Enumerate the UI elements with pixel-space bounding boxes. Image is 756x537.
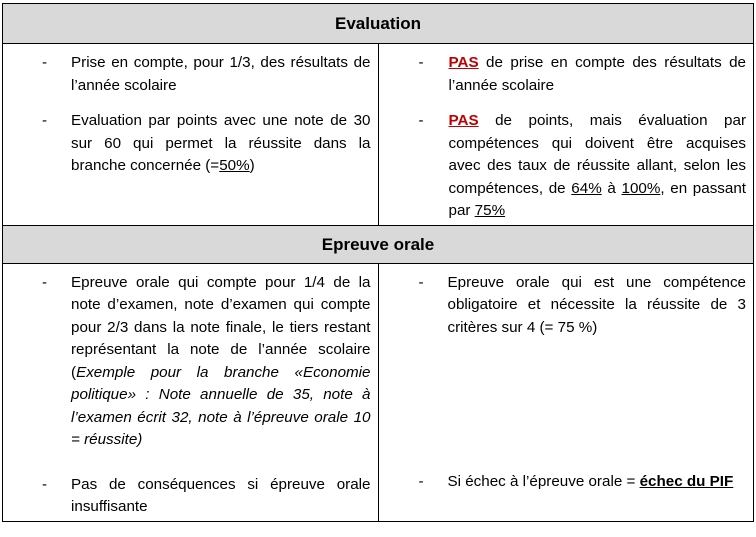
percent-75: 75% — [474, 202, 506, 219]
item-text — [449, 52, 747, 97]
bullet-dash: - — [418, 112, 424, 129]
text-run: Epreuve orale qui compte pour 1/4 de la note d’examen, note d’examen qui compte pour 2/3 dans la note finale, le tiers restant représentant la note de l’année scolaire ( — [71, 273, 371, 381]
list-item — [3, 52, 378, 97]
text-run: , en passant par — [448, 179, 747, 219]
text-run: de points, mais évaluation par compétences qui doivent être acquises avec des taux de réussite allant, selon les compétences, de — [448, 112, 746, 197]
percent-100: 100% — [621, 179, 661, 197]
text-run: Evaluation par points avec une note de 30 sur 60 qui permet la réussite dans la branche concernée (= — [71, 112, 371, 174]
text-run: Si échec à l’épreuve orale = — [447, 473, 640, 490]
list-item — [379, 272, 754, 340]
percent-50: 50% — [219, 157, 250, 174]
bullet-dash: - — [418, 473, 424, 490]
bullet-dash: - — [42, 475, 48, 493]
list-item — [379, 110, 754, 223]
item-text — [71, 110, 371, 178]
item-text — [71, 272, 371, 452]
pas-emphasis: PAS — [448, 112, 479, 129]
text-run: de prise en compte des résultats de l’année scolaire — [448, 54, 746, 94]
evaluation-right-cell — [378, 44, 754, 226]
bullet-dash: - — [42, 273, 48, 291]
evaluation-header: Evaluation — [3, 4, 754, 44]
echec-pif-emphasis: échec du PIF — [639, 473, 734, 490]
item-text: Prise en compte, pour 1/3, des résultats de l’année scolaire — [71, 54, 371, 94]
text-run: ) — [249, 157, 255, 174]
list-item — [3, 474, 378, 519]
bullet-dash: - — [42, 54, 48, 71]
oral-left-cell — [3, 263, 379, 521]
item-text: Epreuve orale qui est une compétence obligatoire et nécessite la réussite de 3 critères sur 4 (= 75 %) — [447, 273, 746, 336]
percent-64: 64% — [571, 179, 602, 197]
item-text — [449, 110, 747, 223]
pas-emphasis: PAS — [448, 54, 479, 71]
text-run: à — [601, 179, 622, 197]
oral-header: Epreuve orale — [3, 225, 754, 263]
item-text: Pas de conséquences si épreuve orale insuffisante — [71, 475, 371, 515]
list-item — [3, 272, 378, 452]
evaluation-left-cell — [3, 44, 379, 226]
list-item — [3, 110, 378, 178]
list-item — [379, 471, 754, 494]
bullet-dash: - — [42, 112, 48, 129]
item-text — [448, 471, 747, 494]
oral-right-cell — [378, 263, 754, 521]
comparison-table — [2, 3, 754, 522]
list-item — [379, 52, 754, 97]
bullet-dash: - — [418, 273, 424, 291]
bullet-dash: - — [418, 54, 424, 71]
example-italic: Exemple pour la branche «Economie politique» : Note annuelle de 35, note à l’examen écrit 32, note à l’épreuve orale 10 = réussite) — [71, 363, 371, 448]
